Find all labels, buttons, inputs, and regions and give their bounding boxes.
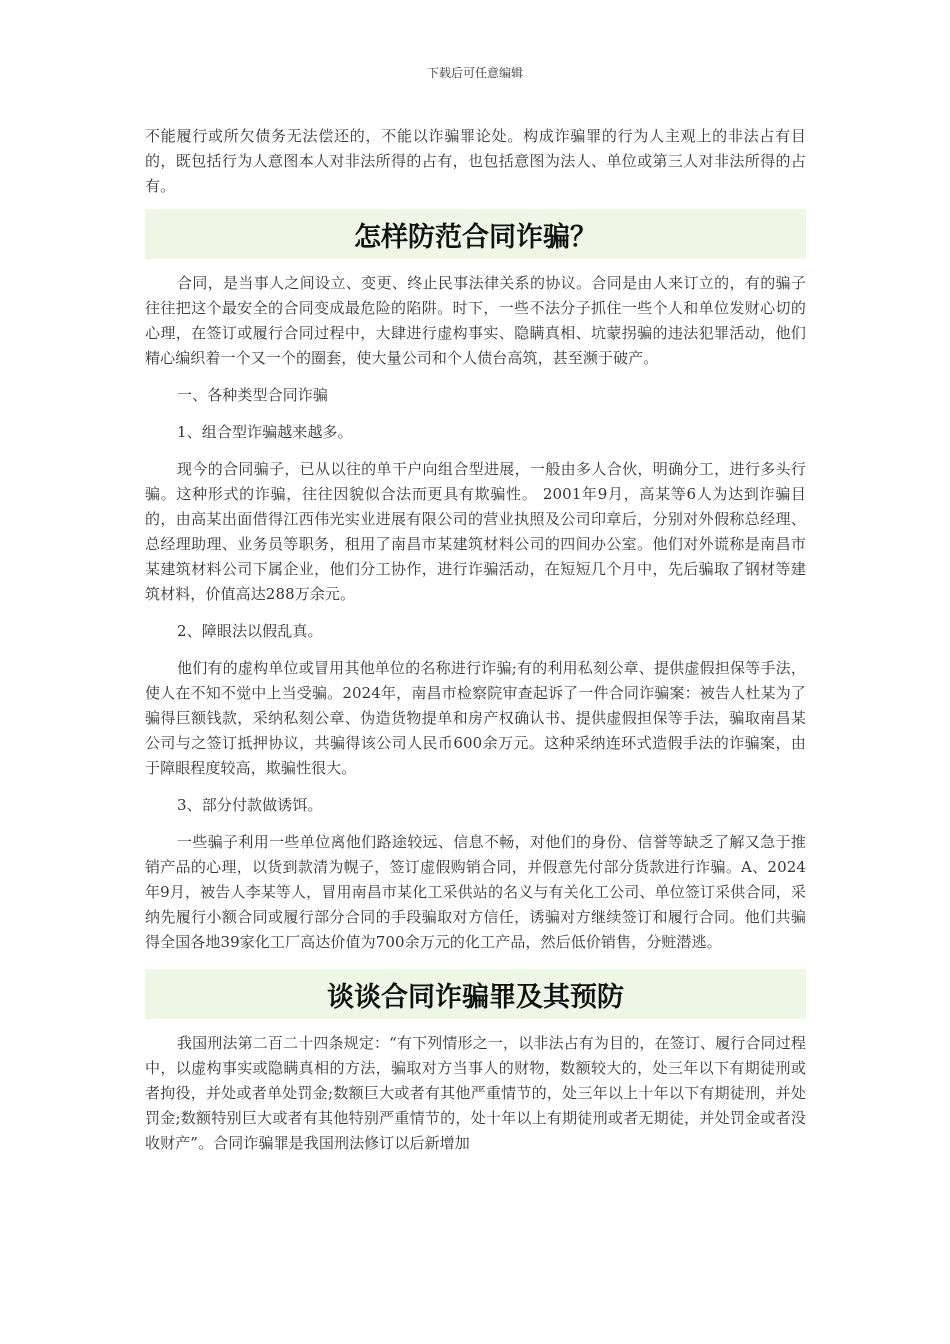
- item2-title: 2、障眼法以假乱真。: [177, 622, 323, 640]
- section2-paragraph: 我国刑法第二百二十四条规定：“有下列情形之一，以非法占有为目的，在签订、履行合同过程中，以虚构事实或隐瞒真相的方法，骗取对方当事人的财物，数额较大的，处三年以下有期徒刑或者拘役，并处或者单处罚金;数额巨大或者有其他严重情节的，处三年以上十年以下有期徒刑，并处罚金;数额特别巨大或者有其他特别严重情节的，处十年以上有期徒刑或者无期徒，并处罚金或者没收财产”。合同诈骗罪是我国刑法修订以后新增加: [145, 1034, 806, 1152]
- section-title-contract-fraud-prevention: 怎样防范合同诈骗？: [145, 209, 806, 259]
- section1-paragraph: 合同，是当事人之间设立、变更、终止民事法律关系的协议。合同是由人来订立的，有的骗子往往把这个最安全的合同变成最危险的陷阱。时下，一些不法分子抓住一些个人和单位发财心切的心理，在签订或履行合同过程中，大肆进行虚构事实、隐瞒真相、坑蒙拐骗的违法犯罪活动，他们精心编织着一个又一个的圈套，使大量公司和个人债台高筑，甚至濒于破产。: [145, 274, 806, 367]
- section-title-contract-fraud-crime: 谈谈合同诈骗罪及其预防: [145, 969, 806, 1019]
- item2-paragraph: 他们有的虚构单位或冒用其他单位的名称进行诈骗;有的利用私刻公章、提供虚假担保等手法，使人在不知不觉中上当受骗。2024年，南昌市检察院审查起诉了一件合同诈骗案：被告人杜某为了骗得巨额钱款，采纳私刻公章、伪造货物提单和房产权确认书、提供虚假担保等手法，骗取南昌某公司与之签订抵押协议，共骗得该公司人民币600余万元。这种采纳连环式造假手法的诈骗案，由于障眼程度较高，欺骗性很大。: [145, 659, 806, 777]
- document-body: [145, 124, 806, 1156]
- item3-paragraph: 一些骗子利用一些单位离他们路途较远、信息不畅，对他们的身份、信誉等缺乏了解又急于推销产品的心理，以货到款清为幌子，签订虚假购销合同，并假意先付部分货款进行诈骗。A、2024年9月，被告人李某等人，冒用南昌市某化工采供站的名义与有关化工公司、单位签订采供合同，采纳先履行小额合同或履行部分合同的手段骗取对方信任，诱骗对方继续签订和履行合同。他们共骗得全国各地39家化工厂高达价值为700余万元的化工产品，然后低价销售，分赃潜逃。: [145, 833, 806, 951]
- item1-paragraph: 现今的合同骗子，已从以往的单干户向组合型进展，一般由多人合伙，明确分工，进行多头行骗。这种形式的诈骗，往往因貌似合法而更具有欺骗性。 2001年9月，高某等6人为达到诈骗目的，由高某出面借得江西伟光实业进展有限公司的营业执照及公司印章后，分别对外假称总经理、总经理助理、业务员等职务，租用了南昌市某建筑材料公司的四间办公室。他们对外谎称是南昌市某建筑材料公司下属企业，他们分工协作，进行诈骗活动，在短短几个月中，先后骗取了钢材等建筑材料，价值高达288万余元。: [145, 460, 806, 603]
- item3-title: 3、部分付款做诱饵。: [177, 796, 323, 814]
- item1-title: 1、组合型诈骗越来越多。: [177, 423, 353, 441]
- page-header: 下载后可任意编辑: [426, 66, 523, 80]
- intro-paragraph: 不能履行或所欠债务无法偿还的，不能以诈骗罪论处。构成诈骗罪的行为人主观上的非法占有目的，既包括行为人意图本人对非法所得的占有，也包括意图为法人、单位或第三人对非法所得的占有。: [145, 127, 806, 195]
- subheading-fraud-types: 一、各种类型合同诈骗: [177, 386, 329, 404]
